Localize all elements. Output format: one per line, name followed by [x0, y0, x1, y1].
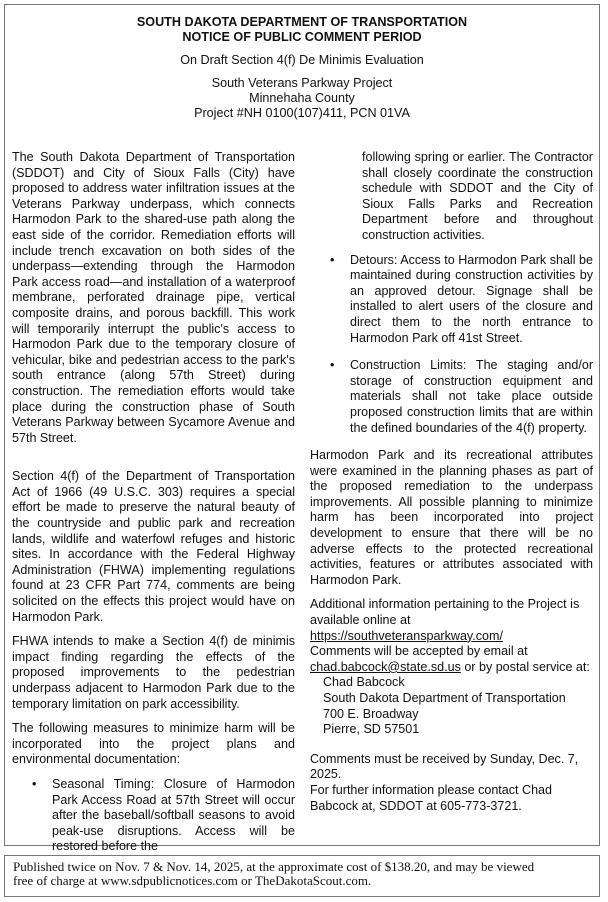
left-column — [12, 150, 295, 867]
measure-construction-limits: • Construction Limits: The staging and/or storage of construction equipment and materials shall not take place outside proposed construction limits that are within the defined boundaries of the 4(f) property. — [310, 358, 593, 436]
info-text: Additional information pertaining to the Project is available online at — [310, 597, 580, 628]
address-name: Chad Babcock — [323, 675, 405, 690]
notice-title — [5, 15, 599, 45]
notice-header — [5, 15, 599, 121]
footer-line-2: free of charge at www.sdpublicnotices.com or TheDakotaScout.com. — [13, 873, 372, 888]
fhwa-paragraph: FHWA intends to make a Section 4(f) de minimis impact finding regarding the effects of the proposed improvements to the pedestrian underpass adjacent to Harmodon Park due to the temporary limitation on park accessibility. — [12, 634, 295, 711]
publication-footer — [4, 855, 600, 897]
county: Minnehaha County — [249, 91, 355, 105]
measures-list — [12, 777, 295, 855]
measure-seasonal-timing: • Seasonal Timing: Closure of Harmodon Park Access Road at 57th Street will occur after the baseball/softball seasons to avoid peak-use disruptions. Access will be restored before the — [12, 777, 295, 855]
measures-paragraph: The following measures to minimize harm will be incorporated into the project plans and environmental documentation: — [12, 721, 295, 767]
harmodon-paragraph: Harmodon Park and its recreational attributes were examined in the planning phases as part of the proposed remediation to the underpass improvements. All possible planning to minimize harm has been incorporated into project development to ensure that there will be no adverse effects to the protected recreational activities, features or attributes associated with Harmodon Park. — [310, 448, 593, 587]
address-org: South Dakota Department of Transportation — [323, 691, 566, 705]
email-link[interactable]: chad.babcock@state.sd.us — [310, 659, 461, 674]
contact-text: For further information please contact Chad Babcock at, SDDOT at 605-773-3721. — [310, 782, 552, 813]
measure-seasonal-timing-continued: following spring or earlier. The Contractor shall closely coordinate the construction schedule with SDDOT and the City of Sioux Falls Parks and Recreation Department before and throughout construction activities. — [362, 150, 593, 242]
footer-line-1: Published twice on Nov. 7 & Nov. 14, 2025, at the approximate cost of $138.20, and may be viewed — [13, 859, 535, 874]
measure-detours: • Detours: Access to Harmodon Park shall be maintained during construction activities by an approved detour. Signage shall be installed to alert users of the closure and direct them to the north entrance to Harmodon Park off 41st Street. — [310, 253, 593, 347]
comments-text: Comments will be accepted by email at — [310, 644, 528, 659]
project-name: South Veterans Parkway Project — [211, 76, 393, 90]
intro-paragraph: The South Dakota Department of Transportation (SDDOT) and City of Sioux Falls (City) have proposed to address water infiltration issues at the Veterans Parkway underpass, which connects Harmodon Park to the shared-use path along the east side of the corridor. Remediation efforts will include trench excavation on both sides of the underpass—extending through the Harmodon Park access road—and installation of a waterproof membrane, perforated drainage pipe, vertical composite drains, and porous backfill. This work will temporarily interrupt the public's access to Harmodon Park due to the temporary closure of vehicular, bike and pedestrian access to the park's south entrance (along 57th Street) during construction. The remediation efforts would take place during the construction phase of South Veterans Parkway between Sycamore Avenue and 57th Street. — [12, 150, 295, 445]
contact-paragraph — [310, 597, 593, 737]
address-street: 700 E. Broadway — [323, 706, 419, 721]
notice-subtitle: On Draft Section 4(f) De Minimis Evaluation — [180, 53, 424, 67]
project-number: Project #NH 0100(107)411, PCN 01VA — [194, 106, 410, 120]
project-website-link[interactable]: https://southveteransparkway.com/ — [310, 628, 503, 643]
postal-text: or by postal service at: — [460, 659, 590, 674]
public-notice — [4, 4, 600, 854]
title-line-1: SOUTH DAKOTA DEPARTMENT OF TRANSPORTATION — [136, 15, 468, 29]
project-info — [5, 76, 599, 121]
deadline-text: Comments must be received by Sunday, Dec. 7, 2025. — [310, 751, 579, 782]
notice-body — [12, 150, 593, 867]
deadline-paragraph — [310, 752, 593, 814]
measures-list-continued — [310, 253, 593, 437]
section-4f-paragraph: Section 4(f) of the Department of Transportation Act of 1966 (49 U.S.C. 303) requires a special effort be made to preserve the natural beauty of the countryside and public park and recreation lands, wildlife and waterfowl refuges and historic sites. In accordance with the Federal Highway Administration (FHWA) implementing regulations found at 23 CFR Part 774, comments are being solicited on the effects this project would have on Harmodon Park. — [12, 469, 295, 624]
title-line-2: NOTICE OF PUBLIC COMMENT PERIOD — [182, 30, 422, 44]
address-city: Pierre, SD 57501 — [323, 722, 420, 737]
right-column — [310, 150, 593, 867]
